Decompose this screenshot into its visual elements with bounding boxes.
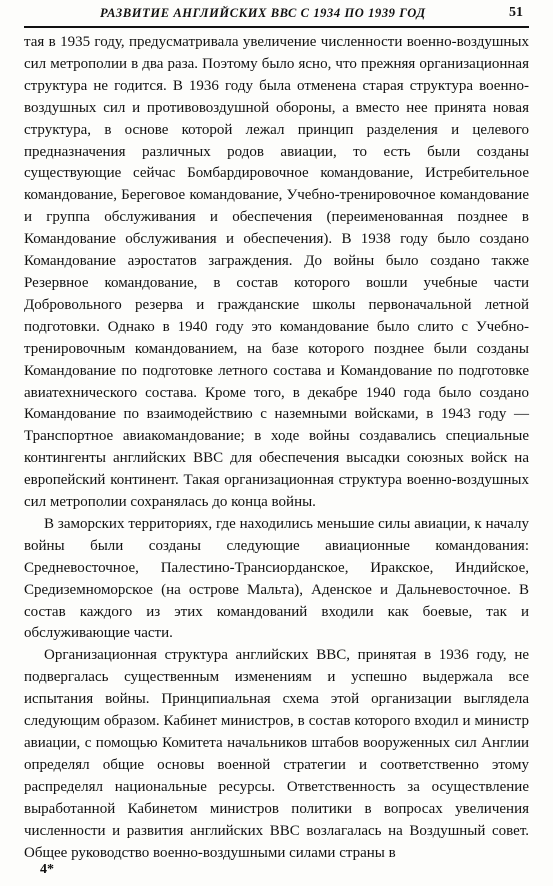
paragraph-2: В заморских территориях, где находились меньшие силы авиации, к началу войны были созданы следующие авиационные командования: Средневосточное, Палестино-Трансиорданское, Иракское, Индийское, Средиземноморское (на острове Мальта), Аденское и Дальневосточное. В состав каждого из этих командований входили как боевые, так и обслуживающие части. [24,515,529,642]
printer-signature-mark: 4* [40,862,54,877]
paragraph-3: Организационная структура английских ВВС, принятая в 1936 году, не подвергалась существенным изменениям и успешно выдержала все испытания войны. Принципиальная схема этой организации выглядела следующим образом. Кабинет министров, в состав которого входил и министр авиации, с помощью Комитета начальников штабов вооруженных сил Англии определял общие основы военной стратегии и соответственно этому распределял национальные ресурсы. Ответственность за осуществление выработанной Кабинетом министров политики в вопросах увеличения численности и развития английских ВВС возлагалась на Воздушный совет. Общее руководство военно-воздушными силами страны в [24,647,529,861]
running-header [24,4,529,26]
header-rule [24,26,529,28]
paragraph-1: тая в 1935 году, предусматривала увеличение численности военно-воздушных сил метрополии в два раза. Поэтому было ясно, что прежняя организационная структура не годится. В 1936 году была отменена старая структура военно-воздушных сил и противовоздушной обороны, а вместо нее принята новая структура, в основе которой лежал принцип разделения и целевого предназначения различных родов авиации, то есть были созданы существующие сейчас Бомбардировочное командование, Истребительное командование, Береговое командование, Учебно-тренировочное командование и группа обслуживания и обеспечения (переименованная позднее в Командование обслуживания и обеспечения). В 1938 году было создано Командование аэростатов заграждения. До войны было создано также Резервное командование, в состав которого вошли учебные части Добровольного резерва и гражданские школы первоначальной летной подготовки. Однако в 1940 году это командование было слито с Учебно-тренировочным командованием, на базе которого позднее были созданы Командование по подготовке летного состава и Командование по подготовке авиатехнического состава. Кроме того, в декабре 1940 года было создано Командование по взаимодействию с наземными войсками, в 1943 году — Транспортное авиакомандование; в ходе войны создавались специальные контингенты английских ВВС для обеспечения высадки союзных войск на европейский континент. Такая организационная структура военно-воздушных сил метрополии сохранялась до конца войны. [24,34,529,511]
page-number: 51 [509,5,523,20]
body-text [24,32,529,864]
running-title: РАЗВИТИЕ АНГЛИЙСКИХ ВВС С 1934 ПО 1939 ГОД [100,6,426,20]
